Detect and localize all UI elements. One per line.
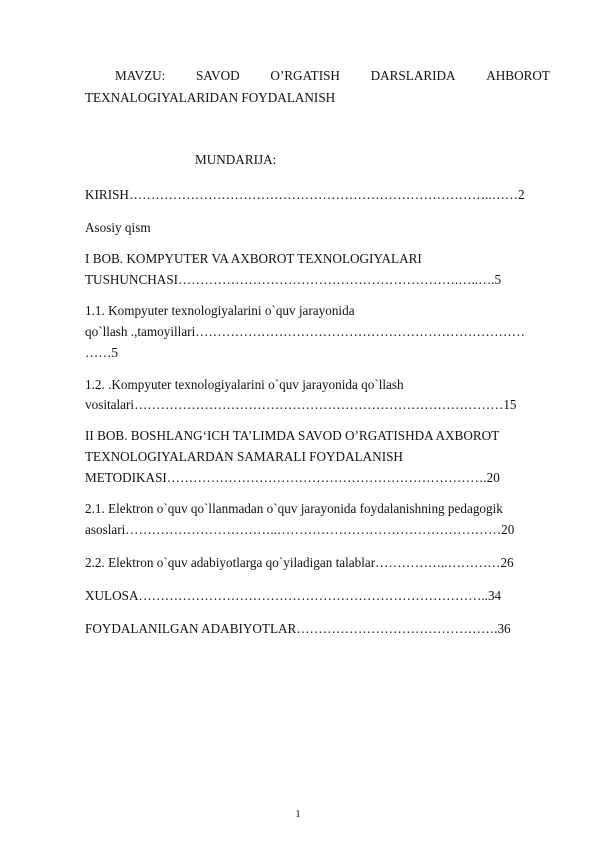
toc-entry-1-1-line1: 1.1. Kompyuter texnologiyalarini o`quv jarayonida xyxy=(85,303,355,318)
title-first-line xyxy=(115,68,550,84)
toc-entry-2-1-line2: asoslari……………………………..……………………………………………20 xyxy=(85,522,515,537)
toc-entry-bob1-line2: TUSHUNCHASI……………………………………………………….…..….5 xyxy=(85,272,502,287)
toc-entry-bob1-line1: I BOB. KOMPYUTER VA AXBOROT TEXNOLOGIYALARI xyxy=(85,251,422,266)
toc-entry-1-2-line1: 1.2. .Kompyuter texnologiyalarini o`quv jarayonida qo`llash xyxy=(85,377,404,392)
title-word: AHBOROT xyxy=(486,68,550,83)
toc-entry-xulosa: XULOSA……………………………………………………………………..34 xyxy=(85,588,502,603)
page-number: 1 xyxy=(295,808,301,820)
toc-entry-adabiyotlar: FOYDALANILGAN ADABIYOTLAR……………………………………….36 xyxy=(85,621,511,636)
title-word: DARSLARIDA xyxy=(370,68,456,83)
title-word: O’RGATISH xyxy=(270,68,340,83)
toc-heading: MUNDARIJA: xyxy=(195,152,277,167)
toc-entry-kirish: KIRISH………………………………………………………………………..……2 xyxy=(85,187,525,202)
toc-entry-bob2-line3: METODIKASI……………………………………………………………….20 xyxy=(85,470,500,485)
toc-entry-1-1-line2: qo`llash .,tamoyillari………………………………………………………………… xyxy=(85,324,525,339)
toc-section-label: Asosiy qism xyxy=(85,220,151,235)
toc-entry-bob2-line1: II BOB. BOSHLANG‘ICH TA’LIMDA SAVOD O’RGATISHDA AXBOROT xyxy=(85,428,500,443)
toc-entry-bob2-line2: TEXNOLOGIYALARDAN SAMARALI FOYDALANISH xyxy=(85,449,403,464)
toc-entry-2-1-line1: 2.1. Elektron o`quv qo`llanmadan o`quv jarayonida foydalanishning pedagogik xyxy=(85,501,503,516)
title-word: MAVZU: xyxy=(115,68,166,83)
title-word: SAVOD xyxy=(195,68,240,83)
title-second-line: TEXNALOGIYALARIDAN FOYDALANISH xyxy=(85,90,336,105)
toc-entry-1-1-line3: ……5 xyxy=(85,345,118,360)
toc-entry-2-2: 2.2. Elektron o`quv adabiyotlarga qo`yiladigan talablar……………..…………26 xyxy=(85,555,514,570)
toc-entry-1-2-line2: vositalari…………………………………………………………………………15 xyxy=(85,397,517,412)
